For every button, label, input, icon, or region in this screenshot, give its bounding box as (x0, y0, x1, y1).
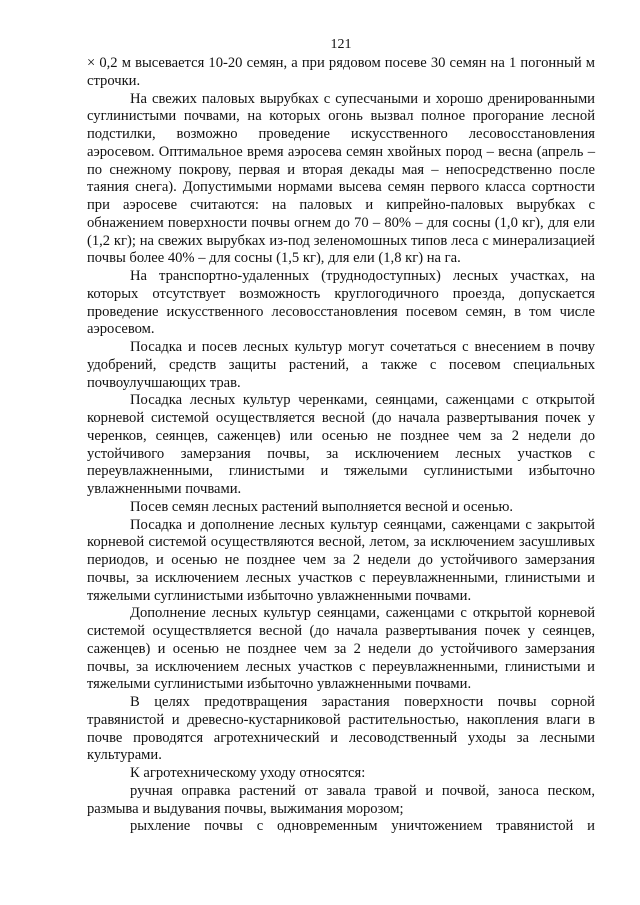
paragraph: Посадка лесных культур черенками, сеянцами, саженцами с открытой корневой системой осуществляется весной (до начала развертывания почек у черенков, сеянцев, саженцев) или осенью не позднее чем за 2 недели до устойчивого замерзания почвы, за исключением лесных участков с переувлажненными, глинистыми и тяжелыми суглинистыми избыточно увлажненными почвами. (87, 392, 595, 497)
paragraph: Посадка и дополнение лесных культур сеянцами, саженцами с закрытой корневой системой осуществляются весной, летом, за исключением засушливых периодов, и осенью не позднее чем за 2 недели до устойчивого замерзания почвы, за исключением лесных участков с переувлажненными, глинистыми и тяжелыми суглинистыми избыточно увлажненными почвами. (87, 516, 595, 604)
paragraph: Посадка и посев лесных культур могут сочетаться с внесением в почву удобрений, средств защиты растений, а также с посевом специальных почвоулучшающих трав. (87, 339, 595, 391)
paragraph: В целях предотвращения зарастания поверхности почвы сорной травянистой и древесно-кустарниковой растительностью, накопления влаги в почве проводятся агротехнический и лесоводственный уходы за лесными культурами. (87, 694, 595, 764)
paragraph: Посев семян лесных растений выполняется весной и осенью. (130, 498, 514, 515)
paragraph-last-line: рыхление почвы с одновременным уничтожением травянистой и (130, 818, 595, 835)
document-body (87, 55, 595, 836)
paragraph: × 0,2 м высевается 10-20 семян, а при рядовом посеве 30 семян на 1 погонный м строчки. (87, 55, 595, 89)
paragraph: ручная оправка растений от завала травой и почвой, заноса песком, размыва и выдувания почвы, выжимания морозом; (87, 782, 595, 817)
paragraph: На свежих паловых вырубках с супесчаными и хорошо дренированными суглинистыми почвами, на которых огонь вызвал полное прогорание лесной подстилки, возможно проведение искусственного лесовосстановления аэросевом. Оптимальное время аэросева семян хвойных пород – весна (апрель – по снежному покрову, первая и вторая декады мая – непосредственно после таяния снега). Допустимыми нормами высева семян первого класса сортности при аэросеве считаются: на паловых и кипрейно-паловых вырубках с обнажением поверхности почвы огнем до 70 – 80% – для сосны (1,0 кг), для ели (1,2 кг); на свежих вырубках из-под зеленомошных типов леса с минерализацией почвы более 40% – для сосны (1,5 кг), для ели (1,8 кг) на га. (87, 90, 595, 267)
paragraph: К агротехническому уходу относятся: (130, 765, 366, 781)
page-number: 121 (330, 37, 352, 52)
paragraph: Дополнение лесных культур сеянцами, саженцами с открытой корневой системой осуществляется весной (до начала развертывания почек у сеянцев, саженцев) и осенью не позднее чем за 2 недели до устойчивого замерзания почвы, за исключением лесных участков с переувлажненными, глинистыми и тяжелыми суглинистыми избыточно увлажненными почвами. (87, 605, 595, 693)
paragraph: На транспортно-удаленных (труднодоступных) лесных участках, на которых отсутствует возможность круглогодичного проезда, допускается проведение искусственного лесовосстановления посевом семян, в том числе аэросевом. (87, 268, 595, 338)
